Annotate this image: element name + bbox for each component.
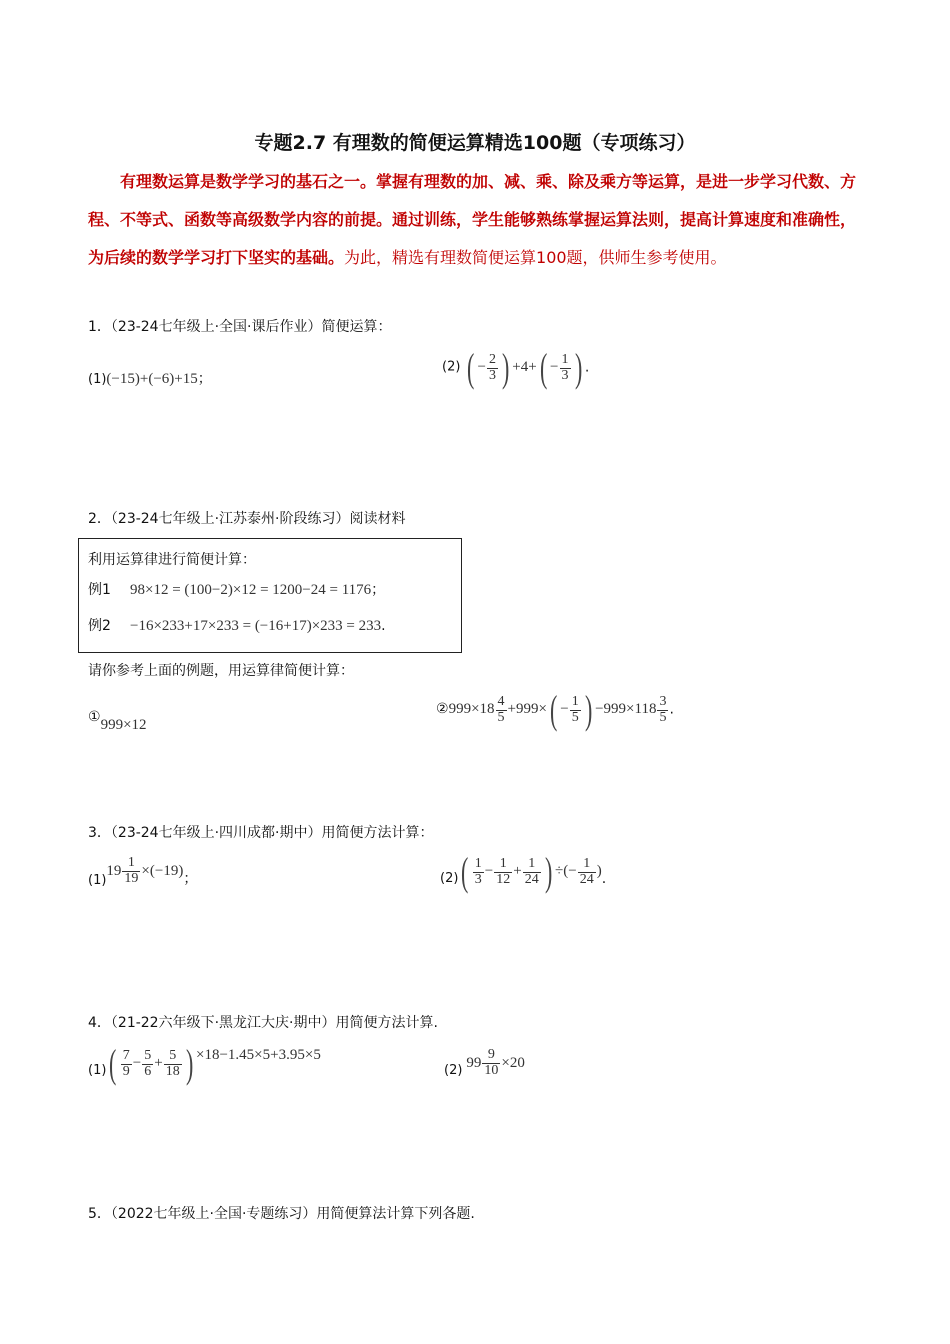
- reading-material-box: [78, 538, 462, 653]
- box-title: 利用运算律进行简便计算：: [88, 552, 256, 568]
- intro-paragraph: [88, 163, 866, 277]
- fraction: $\frac{1}{3}$: [561, 351, 569, 383]
- part-label: ②: [436, 700, 449, 717]
- math-expression: 98×12 = (100−2)×12 = 1200−24 = 1176: [130, 582, 372, 598]
- question-2-header: 2．（23-24七年级上·江苏泰州·阶段练习）阅读材料: [88, 511, 406, 527]
- part-label: (2): [444, 1062, 463, 1078]
- right-paren: ): [501, 345, 510, 390]
- punctuation: ；: [197, 371, 212, 387]
- question-3-part-2: $_{(2)}$( $\frac{1}{3}$ − $\frac{1}{12}$ + $\frac{1}{24}$ ) ÷(− $\frac{1}{24}$ ).: [440, 849, 607, 894]
- math-expression: 999×12: [100, 717, 147, 733]
- intro-bold-text: 有理数运算是数学学习的基石之一。掌握有理数的加、减、乘、除及乘方等运算，是进一步学习代数、方程、不等式、函数等高级数学内容的前提。通过训练，学生能够熟练掌握运算法则，提高计算速度和准确性，为后续的数学学习打下坚实的基础。: [88, 172, 857, 267]
- question-4-part-1: $_{(1)}$( $\frac{7}{9}$ − $\frac{5}{6}$ + $\frac{5}{18}$ ) ×18−1.45×5+3.95×5: [88, 1041, 321, 1086]
- part-label: (1): [88, 872, 107, 888]
- question-2-prompt: 请你参考上面的例题，用运算律简便计算：: [88, 663, 354, 679]
- intro-normal-text: 为此，精选有理数简便运算100题，供师生参考使用。: [344, 248, 727, 267]
- question-4-header: 4．（21-22六年级下·黑龙江大庆·期中）用简便方法计算.: [88, 1015, 438, 1031]
- part-label: (2): [442, 359, 461, 375]
- question-2-part-1: [88, 706, 147, 733]
- example-label: 例2: [88, 618, 111, 634]
- example-label: 例1: [88, 582, 111, 598]
- question-3-header: 3．（23-24七年级上·四川成都·期中）用简便方法计算：: [88, 825, 434, 841]
- page-title: 专题2.7 有理数的简便运算精选100题（专项练习）: [254, 132, 696, 154]
- math-expression: −16×233+17×233 = (−16+17)×233 = 233: [130, 618, 382, 634]
- question-2-part-2: ②999×18 $\frac{4}{5}$ +999×( − $\frac{1}{5}$ ) −999×118 $\frac{3}{5}$ .: [436, 687, 674, 732]
- left-paren: (: [467, 345, 475, 390]
- question-5-header: 5．（2022七年级上·全国·专题练习）用简便算法计算下列各题.: [88, 1206, 475, 1222]
- math-expression: +4+: [512, 359, 537, 376]
- question-1-part-2: (2) ( − $\frac{2}{3}$ ) +4+( − $\frac{1}{3}$ ) .: [442, 345, 590, 390]
- punctuation: .: [584, 359, 590, 376]
- question-1-part-1: [88, 368, 212, 388]
- example-2: 例2 −16×233+17×233 = (−16+17)×233 = 233.: [88, 618, 386, 634]
- math-expression: (−15)+(−6)+15: [106, 371, 198, 387]
- part-label: (2): [440, 871, 459, 887]
- question-1-header: 1．（23-24七年级上·全国·课后作业）简便运算：: [88, 319, 392, 335]
- question-4-part-2: $_{(2)}$ 99 $\frac{9}{10}$ ×20: [444, 1047, 525, 1078]
- example-1: 例1 98×12 = (100−2)×12 = 1200−24 = 1176；: [88, 582, 386, 598]
- part-label: (1): [88, 372, 107, 387]
- fraction: $\frac{2}{3}$: [488, 351, 496, 383]
- part-label: ①: [88, 709, 101, 725]
- part-label: (1): [88, 1063, 107, 1079]
- question-3-part-1: $_{(1)}$19 $\frac{1}{19}$ ×(−19)；: [88, 855, 198, 888]
